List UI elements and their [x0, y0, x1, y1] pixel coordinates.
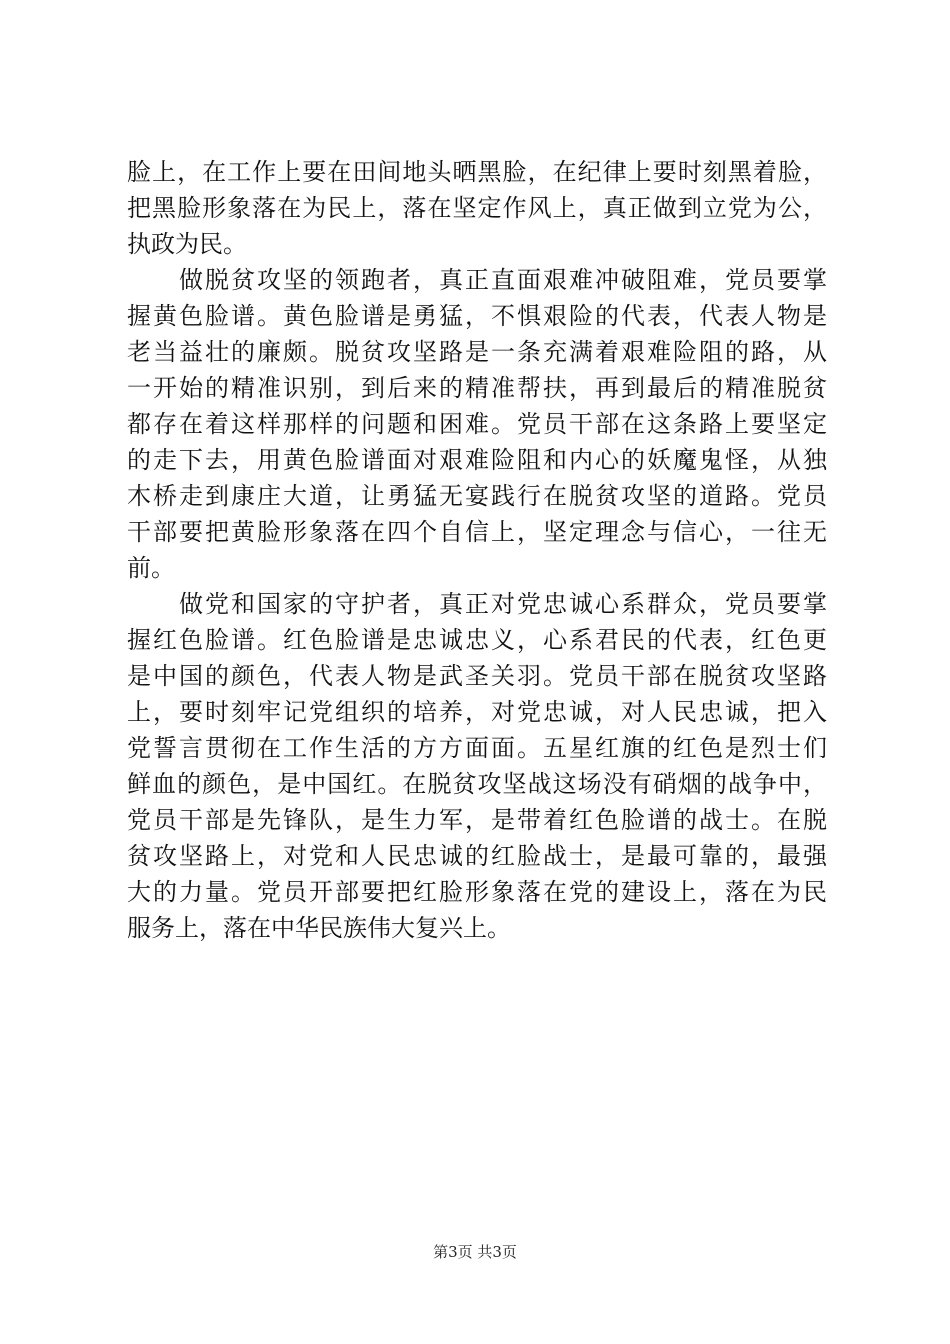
- text-line: 前。: [127, 554, 175, 582]
- text-line: 党誓言贯彻在工作生活的方方面面。五星红旗的红色是烈士们: [127, 734, 827, 762]
- page-footer: [0, 1242, 950, 1262]
- text-line: 把黑脸形象落在为民上，落在坚定作风上，真正做到立党为公，: [127, 194, 827, 222]
- text-line: 一开始的精准识别，到后来的精准帮扶，再到最后的精准脱贫: [127, 374, 827, 402]
- text-line: 干部要把黄脸形象落在四个自信上，坚定理念与信心，一往无: [127, 518, 827, 546]
- text-line: 握黄色脸谱。黄色脸谱是勇猛，不惧艰险的代表，代表人物是: [127, 302, 827, 330]
- text-line: 做党和国家的守护者，真正对党忠诚心系群众，党员要掌: [127, 590, 827, 618]
- text-line: 贫攻坚路上，对党和人民忠诚的红脸战士，是最可靠的，最强: [127, 842, 827, 870]
- text-line: 服务上，落在中华民族伟大复兴上。: [127, 914, 511, 942]
- text-line: 大的力量。党员开部要把红脸形象落在党的建设上，落在为民: [127, 878, 827, 906]
- page-number-label: 第3页 共3页: [433, 1243, 517, 1261]
- text-line: 执政为民。: [127, 230, 247, 258]
- text-line: 的走下去，用黄色脸谱面对艰难险阻和内心的妖魔鬼怪，从独: [127, 446, 827, 474]
- text-line: 上，要时刻牢记党组织的培养，对党忠诚，对人民忠诚，把入: [127, 698, 827, 726]
- text-line: 老当益壮的廉颇。脱贫攻坚路是一条充满着艰难险阻的路，从: [127, 338, 827, 366]
- text-line: 都存在着这样那样的问题和困难。党员干部在这条路上要坚定: [127, 410, 827, 438]
- text-line: 做脱贫攻坚的领跑者，真正直面艰难冲破阻难，党员要掌: [127, 266, 827, 294]
- text-line: 木桥走到康庄大道，让勇猛无宴践行在脱贫攻坚的道路。党员: [127, 482, 827, 510]
- text-line: 是中国的颜色，代表人物是武圣关羽。党员干部在脱贫攻坚路: [127, 662, 827, 690]
- text-line: 握红色脸谱。红色脸谱是忠诚忠义，心系君民的代表，红色更: [127, 626, 827, 654]
- text-line: 党员干部是先锋队，是生力军，是带着红色脸谱的战士。在脱: [127, 806, 827, 834]
- text-line: 脸上，在工作上要在田间地头晒黑脸，在纪律上要时刻黑着脸，: [127, 158, 827, 186]
- text-line: 鲜血的颜色，是中国红。在脱贫攻坚战这场没有硝烟的战争中，: [127, 770, 827, 798]
